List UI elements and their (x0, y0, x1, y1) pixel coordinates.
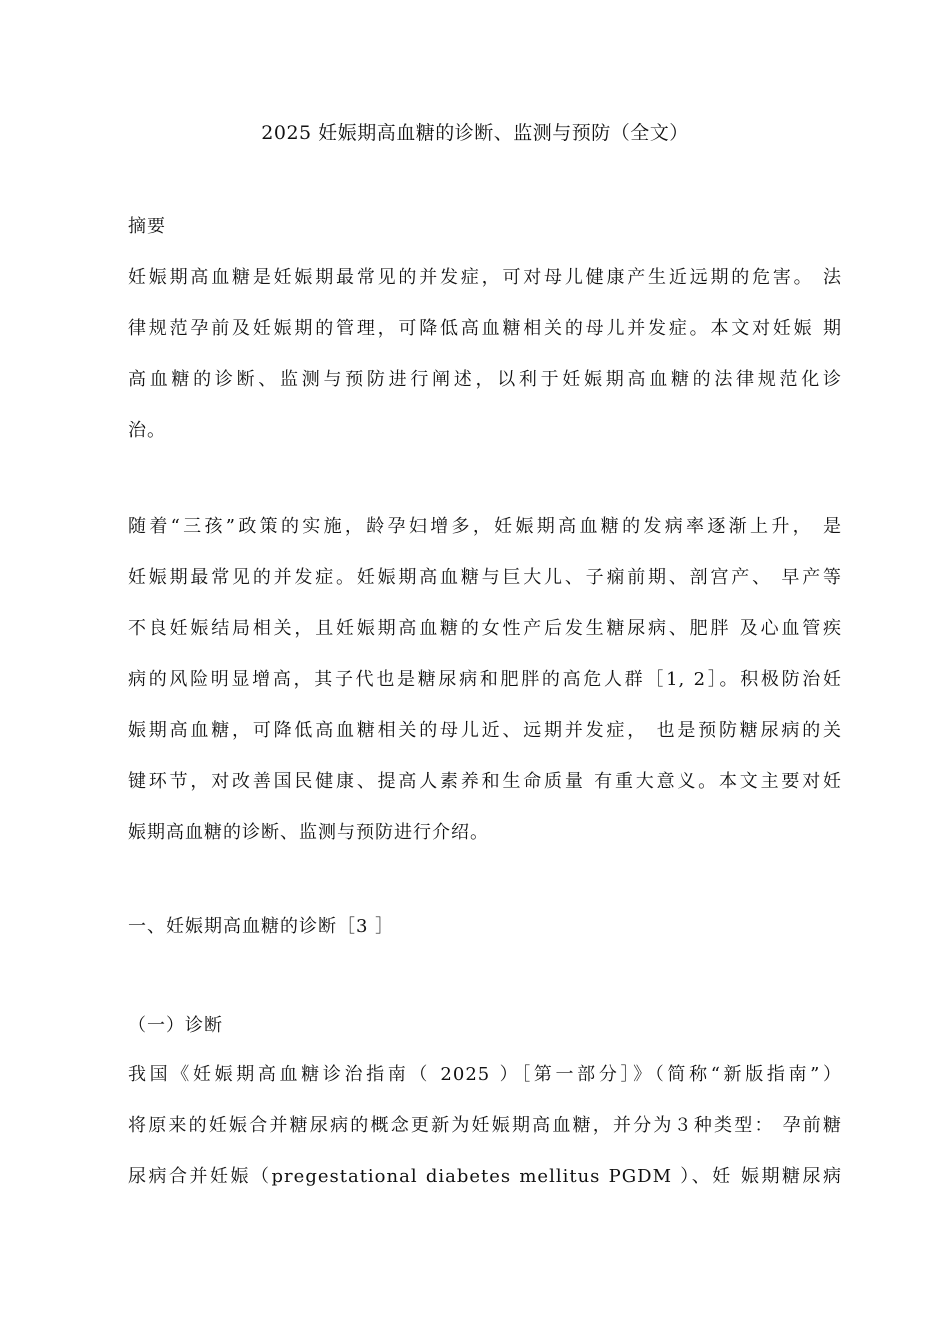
subsection-line: 将原来的妊娠合并糖尿病的概念更新为妊娠期高血糖，并分为３种类型： 孕前糖 (128, 1115, 842, 1136)
abstract-line: 律规范孕前及妊娠期的管理，可降低高血糖相关的母儿并发症。本文对妊娠 期 (128, 318, 842, 339)
subsection-line: 我国《妊娠期高血糖诊治指南（ 2025 ）［第一部分］》（简称“新版指南”） (128, 1064, 842, 1085)
section-heading: 一、妊娠期高血糖的诊断［3 ］ (128, 916, 395, 937)
subsection-line: 尿病合并妊娠（pregestational diabetes mellitus PGDM ）、妊 娠期糖尿病 (128, 1166, 842, 1187)
intro-line: 键环节，对改善国民健康、提高人素养和生命质量 有重大意义。本文主要对妊 (128, 771, 842, 792)
intro-line: 随着“三孩”政策的实施，龄孕妇增多，妊娠期高血糖的发病率逐渐上升， 是 (128, 516, 842, 537)
intro-line: 不良妊娠结局相关，且妊娠期高血糖的女性产后发生糖尿病、肥胖 及心血管疾 (128, 618, 842, 639)
document-title: 2025 妊娠期高血糖的诊断、监测与预防（全文） (261, 122, 689, 144)
intro-line: 病的风险明显增高，其子代也是糖尿病和肥胖的高危人群［1, 2］。积极防治妊 (128, 669, 842, 690)
abstract-line: 高血糖的诊断、监测与预防进行阐述，以利于妊娠期高血糖的法律规范化诊 (128, 369, 842, 390)
abstract-line: 妊娠期高血糖是妊娠期最常见的并发症，可对母儿健康产生近远期的危害。 法 (128, 267, 842, 288)
abstract-line: 治。 (128, 420, 166, 441)
abstract-heading: 摘要 (128, 216, 166, 237)
subsection-heading: （一）诊断 (128, 1015, 223, 1036)
intro-line: 娠期高血糖，可降低高血糖相关的母儿近、远期并发症， 也是预防糖尿病的关 (128, 720, 842, 741)
intro-line: 妊娠期最常见的并发症。妊娠期高血糖与巨大儿、子痫前期、剖宫产、 早产等 (128, 567, 842, 588)
intro-line: 娠期高血糖的诊断、监测与预防进行介绍。 (128, 822, 489, 843)
